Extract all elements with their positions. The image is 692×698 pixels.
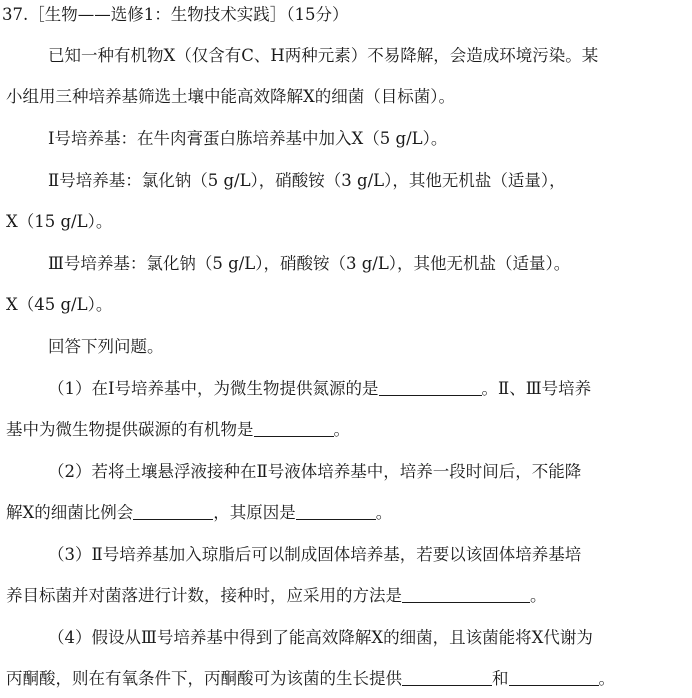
medium-3-line-2: X（45 g/L）。 [6, 295, 113, 314]
q1-text-a: （1）在Ⅰ号培养基中，为微生物提供氮源的是 [48, 379, 379, 398]
q2-text-c: ，其原因是 [213, 503, 296, 522]
q3-text-c: 。 [530, 586, 547, 605]
q2-line-2 [6, 502, 692, 524]
q3-line-2 [6, 585, 692, 607]
q4-line-2 [6, 668, 692, 690]
q4-answer-blank-1[interactable] [402, 669, 492, 686]
q3-text-b: 养目标菌并对菌落进行计数，接种时，应采用的方法是 [6, 586, 402, 605]
medium-3-line-1: Ⅲ号培养基：氯化钠（5 g/L），硝酸铵（3 g/L），其他无机盐（适量）。 [48, 254, 571, 273]
q1-line-1 [48, 378, 692, 400]
question-heading: 37.［生物——选修1：生物技术实践］（15分） [2, 5, 349, 24]
intro-line-1: 已知一种有机物X（仅含有C、H两种元素）不易降解，会造成环境污染。某 [48, 46, 599, 65]
q1-text-d: 。 [333, 420, 350, 439]
q1-text-b: 。Ⅱ、Ⅲ号培养 [481, 379, 592, 398]
q1-line-2 [6, 419, 692, 441]
q2-answer-blank-2[interactable] [296, 503, 376, 520]
q4-text-c: 和 [492, 669, 509, 688]
q4-text-d: 。 [598, 669, 615, 688]
answer-prompt: 回答下列问题。 [48, 337, 164, 356]
q2-answer-blank-1[interactable] [133, 503, 213, 520]
q4-line-1: （4）假设从Ⅲ号培养基中得到了能高效降解X的细菌，且该菌能将X代谢为 [48, 628, 593, 647]
q4-answer-blank-2[interactable] [509, 669, 599, 686]
q1-answer-blank-1[interactable] [379, 379, 482, 396]
q4-text-b: 丙酮酸，则在有氧条件下，丙酮酸可为该菌的生长提供 [6, 669, 402, 688]
q1-answer-blank-2[interactable] [254, 420, 334, 437]
q3-line-1: （3）Ⅱ号培养基加入琼脂后可以制成固体培养基，若要以该固体培养基培 [48, 545, 582, 564]
medium-1-line: Ⅰ号培养基：在牛肉膏蛋白胨培养基中加入X（5 g/L）。 [48, 129, 448, 148]
intro-line-2: 小组用三种培养基筛选土壤中能高效降解X的细菌（目标菌）。 [6, 87, 455, 106]
medium-2-line-2: X（15 g/L）。 [6, 212, 113, 231]
q1-text-c: 基中为微生物提供碳源的有机物是 [6, 420, 254, 439]
q2-line-1: （2）若将土壤悬浮液接种在Ⅱ号液体培养基中，培养一段时间后，不能降 [48, 462, 582, 481]
medium-2-line-1: Ⅱ号培养基：氯化钠（5 g/L），硝酸铵（3 g/L），其他无机盐（适量）， [48, 171, 566, 190]
q3-answer-blank[interactable] [402, 586, 530, 603]
q2-text-d: 。 [375, 503, 393, 522]
q2-text-b: 解X的细菌比例会 [6, 503, 134, 522]
